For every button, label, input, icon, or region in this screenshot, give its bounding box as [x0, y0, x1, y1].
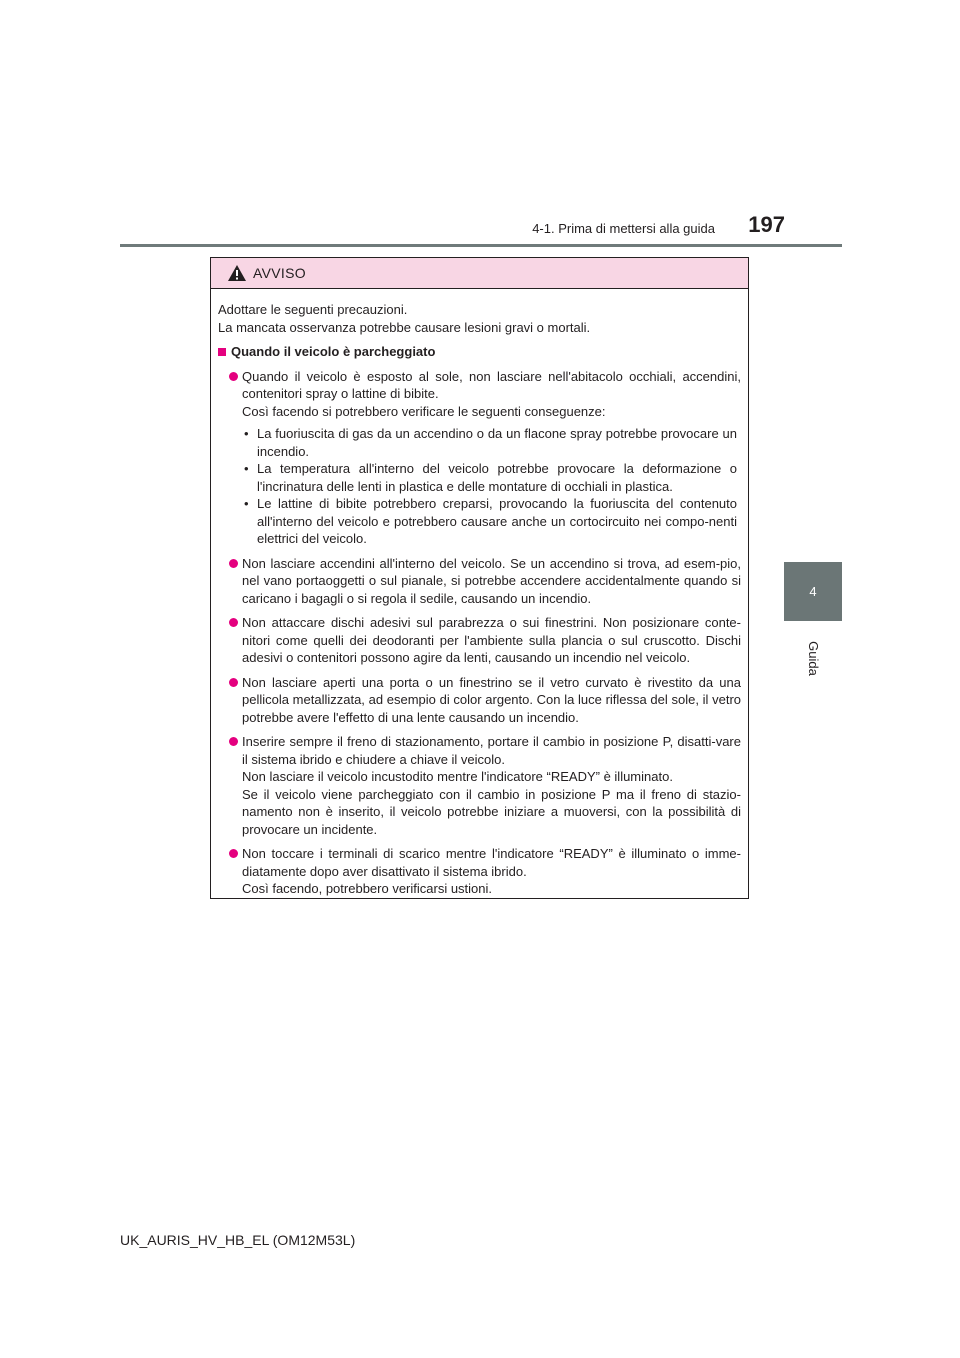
subheading-text: Quando il veicolo è parcheggiato	[231, 344, 436, 359]
sub-item-text: La fuoriuscita di gas da un accendino o da un flacone spray potrebbe provocare un incendio.	[257, 426, 737, 459]
sub-item-text: Le lattine di bibite potrebbero creparsi, provocando la fuoriuscita del contenuto all'interno del veicolo e potrebbero causare anche un cortocircuito nei compo-nenti elettrici del veicolo.	[257, 496, 737, 546]
item-text: Se il veicolo viene parcheggiato con il cambio in posizione P ma il freno di stazio-namento non è inserito, il veicolo potrebbe iniziare a muoversi, con la possibilità di provocare un incidente.	[242, 786, 741, 837]
item-text: Non attaccare dischi adesivi sul parabrezza o sui finestrini. Non posizionare conte-nitori come quelli dei deodoranti per l'ambiente sulla plancia o sul cruscotto. Dischi adesivi o contenitori possono agire da lenti, causando un incendio nel veicolo.	[242, 615, 741, 665]
sub-item	[242, 425, 741, 460]
item-text: Non toccare i terminali di scarico mentre l'indicatore “READY” è illuminato o imme-diatamente dopo aver disattivato il sistema ibrido.	[242, 846, 741, 879]
subheading	[218, 343, 741, 361]
warning-item	[218, 733, 741, 838]
warning-item	[218, 845, 741, 898]
section-title: 4-1. Prima di mettersi alla guida	[532, 221, 715, 236]
footer-code: UK_AURIS_HV_HB_EL (OM12M53L)	[120, 1232, 356, 1248]
intro-line: La mancata osservanza potrebbe causare lesioni gravi o mortali.	[218, 319, 591, 335]
warning-item	[218, 614, 741, 667]
warning-title: AVVISO	[253, 265, 306, 281]
chapter-label	[788, 628, 838, 688]
item-text: Non lasciare il veicolo incustodito mentre l'indicatore “READY” è illuminato.	[242, 769, 673, 784]
sub-list	[242, 425, 741, 548]
sub-item	[242, 460, 741, 495]
square-bullet-icon	[218, 348, 226, 356]
warning-box	[210, 257, 749, 899]
chapter-tab	[784, 562, 842, 621]
item-text: Non lasciare aperti una porta o un finestrino se il vetro curvato è rivestito da una pellicola metallizzata, ad esempio di color argento. Con la luce riflessa del sole, il vetro potrebbe avere l'effetto di una lente causando un incendio.	[242, 674, 741, 725]
dot-bullet-icon: •	[244, 461, 249, 476]
warning-triangle-icon	[227, 264, 247, 282]
header-divider	[120, 244, 842, 247]
circle-bullet-icon	[229, 618, 238, 627]
item-text: Quando il veicolo è esposto al sole, non lasciare nell'abitacolo occhiali, accendini, contenitori spray o lattine di bibite.	[242, 368, 741, 401]
sub-item-text: La temperatura all'interno del veicolo potrebbe provocare la deformazione o l'incrinatura delle lenti in plastica e delle montature di occhiali in plastica.	[257, 461, 737, 494]
circle-bullet-icon	[229, 559, 238, 568]
warning-item	[218, 674, 741, 727]
warning-intro	[218, 301, 741, 336]
dot-bullet-icon: •	[244, 496, 249, 511]
circle-bullet-icon	[229, 849, 238, 858]
warning-item	[218, 368, 741, 548]
warning-item	[218, 555, 741, 608]
item-text: Così facendo si potrebbero verificare le seguenti conseguenze:	[242, 403, 606, 419]
warning-header	[211, 258, 748, 289]
circle-bullet-icon	[229, 678, 238, 687]
item-text: Non lasciare accendini all'interno del veicolo. Se un accendino si trova, ad esem-pio, nel vano portaoggetti o sul pianale, si potrebbe accendere accidentalmente quando si caricano i bagagli o si regola il sedile, causando un incendio.	[242, 555, 741, 606]
item-text: Così facendo, potrebbero verificarsi ustioni.	[242, 881, 493, 896]
dot-bullet-icon: •	[244, 426, 249, 441]
circle-bullet-icon	[229, 372, 238, 381]
circle-bullet-icon	[229, 737, 238, 746]
warning-body	[211, 289, 748, 898]
chapter-label-text: Guida	[805, 640, 821, 676]
page-number: 197	[748, 212, 785, 237]
item-text: Inserire sempre il freno di stazionamento, portare il cambio in posizione P, disatti-vare il sistema ibrido e chiudere a chiave il veicolo.	[242, 734, 741, 767]
intro-line: Adottare le seguenti precauzioni.	[218, 302, 408, 317]
sub-item	[242, 495, 741, 548]
chapter-number: 4	[809, 584, 817, 599]
